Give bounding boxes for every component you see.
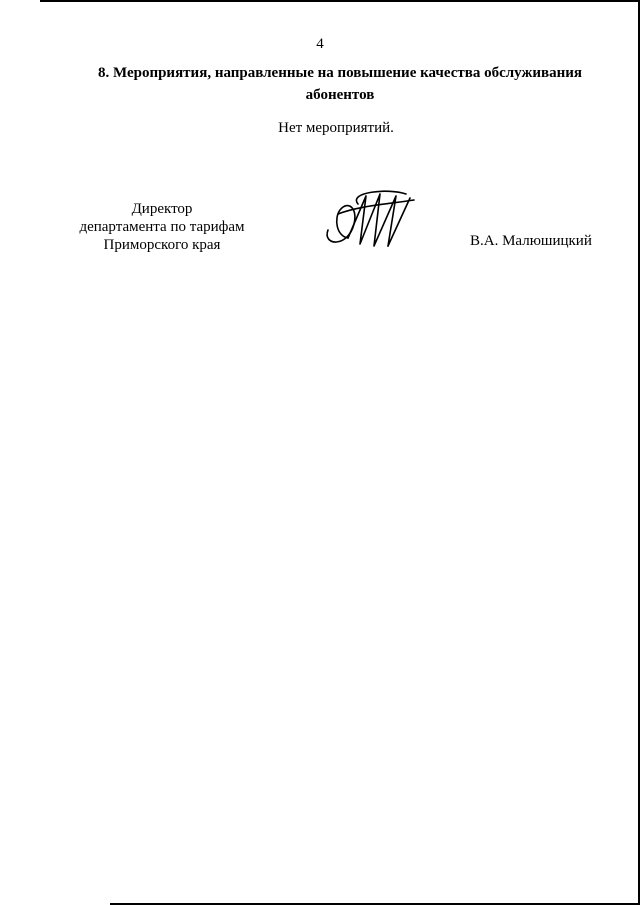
section-heading-line2: абонентов: [305, 87, 375, 103]
signatory-title: [62, 200, 262, 254]
signatory-title-line: Директор: [131, 201, 193, 217]
signatory-title-line: Приморского края: [103, 237, 221, 253]
section-heading: [60, 62, 620, 106]
signatory-name: В.А. Малюшицкий: [470, 233, 592, 249]
section-heading-line1: 8. Мероприятия, направленные на повышение качества обслуживания: [97, 65, 582, 81]
section-body-text: Нет мероприятий.: [278, 120, 394, 136]
signatory-title-line: департамента по тарифам: [79, 219, 245, 235]
signature-icon: [318, 186, 418, 252]
page-number: 4: [316, 36, 324, 52]
scan-edge-top: [40, 0, 640, 2]
